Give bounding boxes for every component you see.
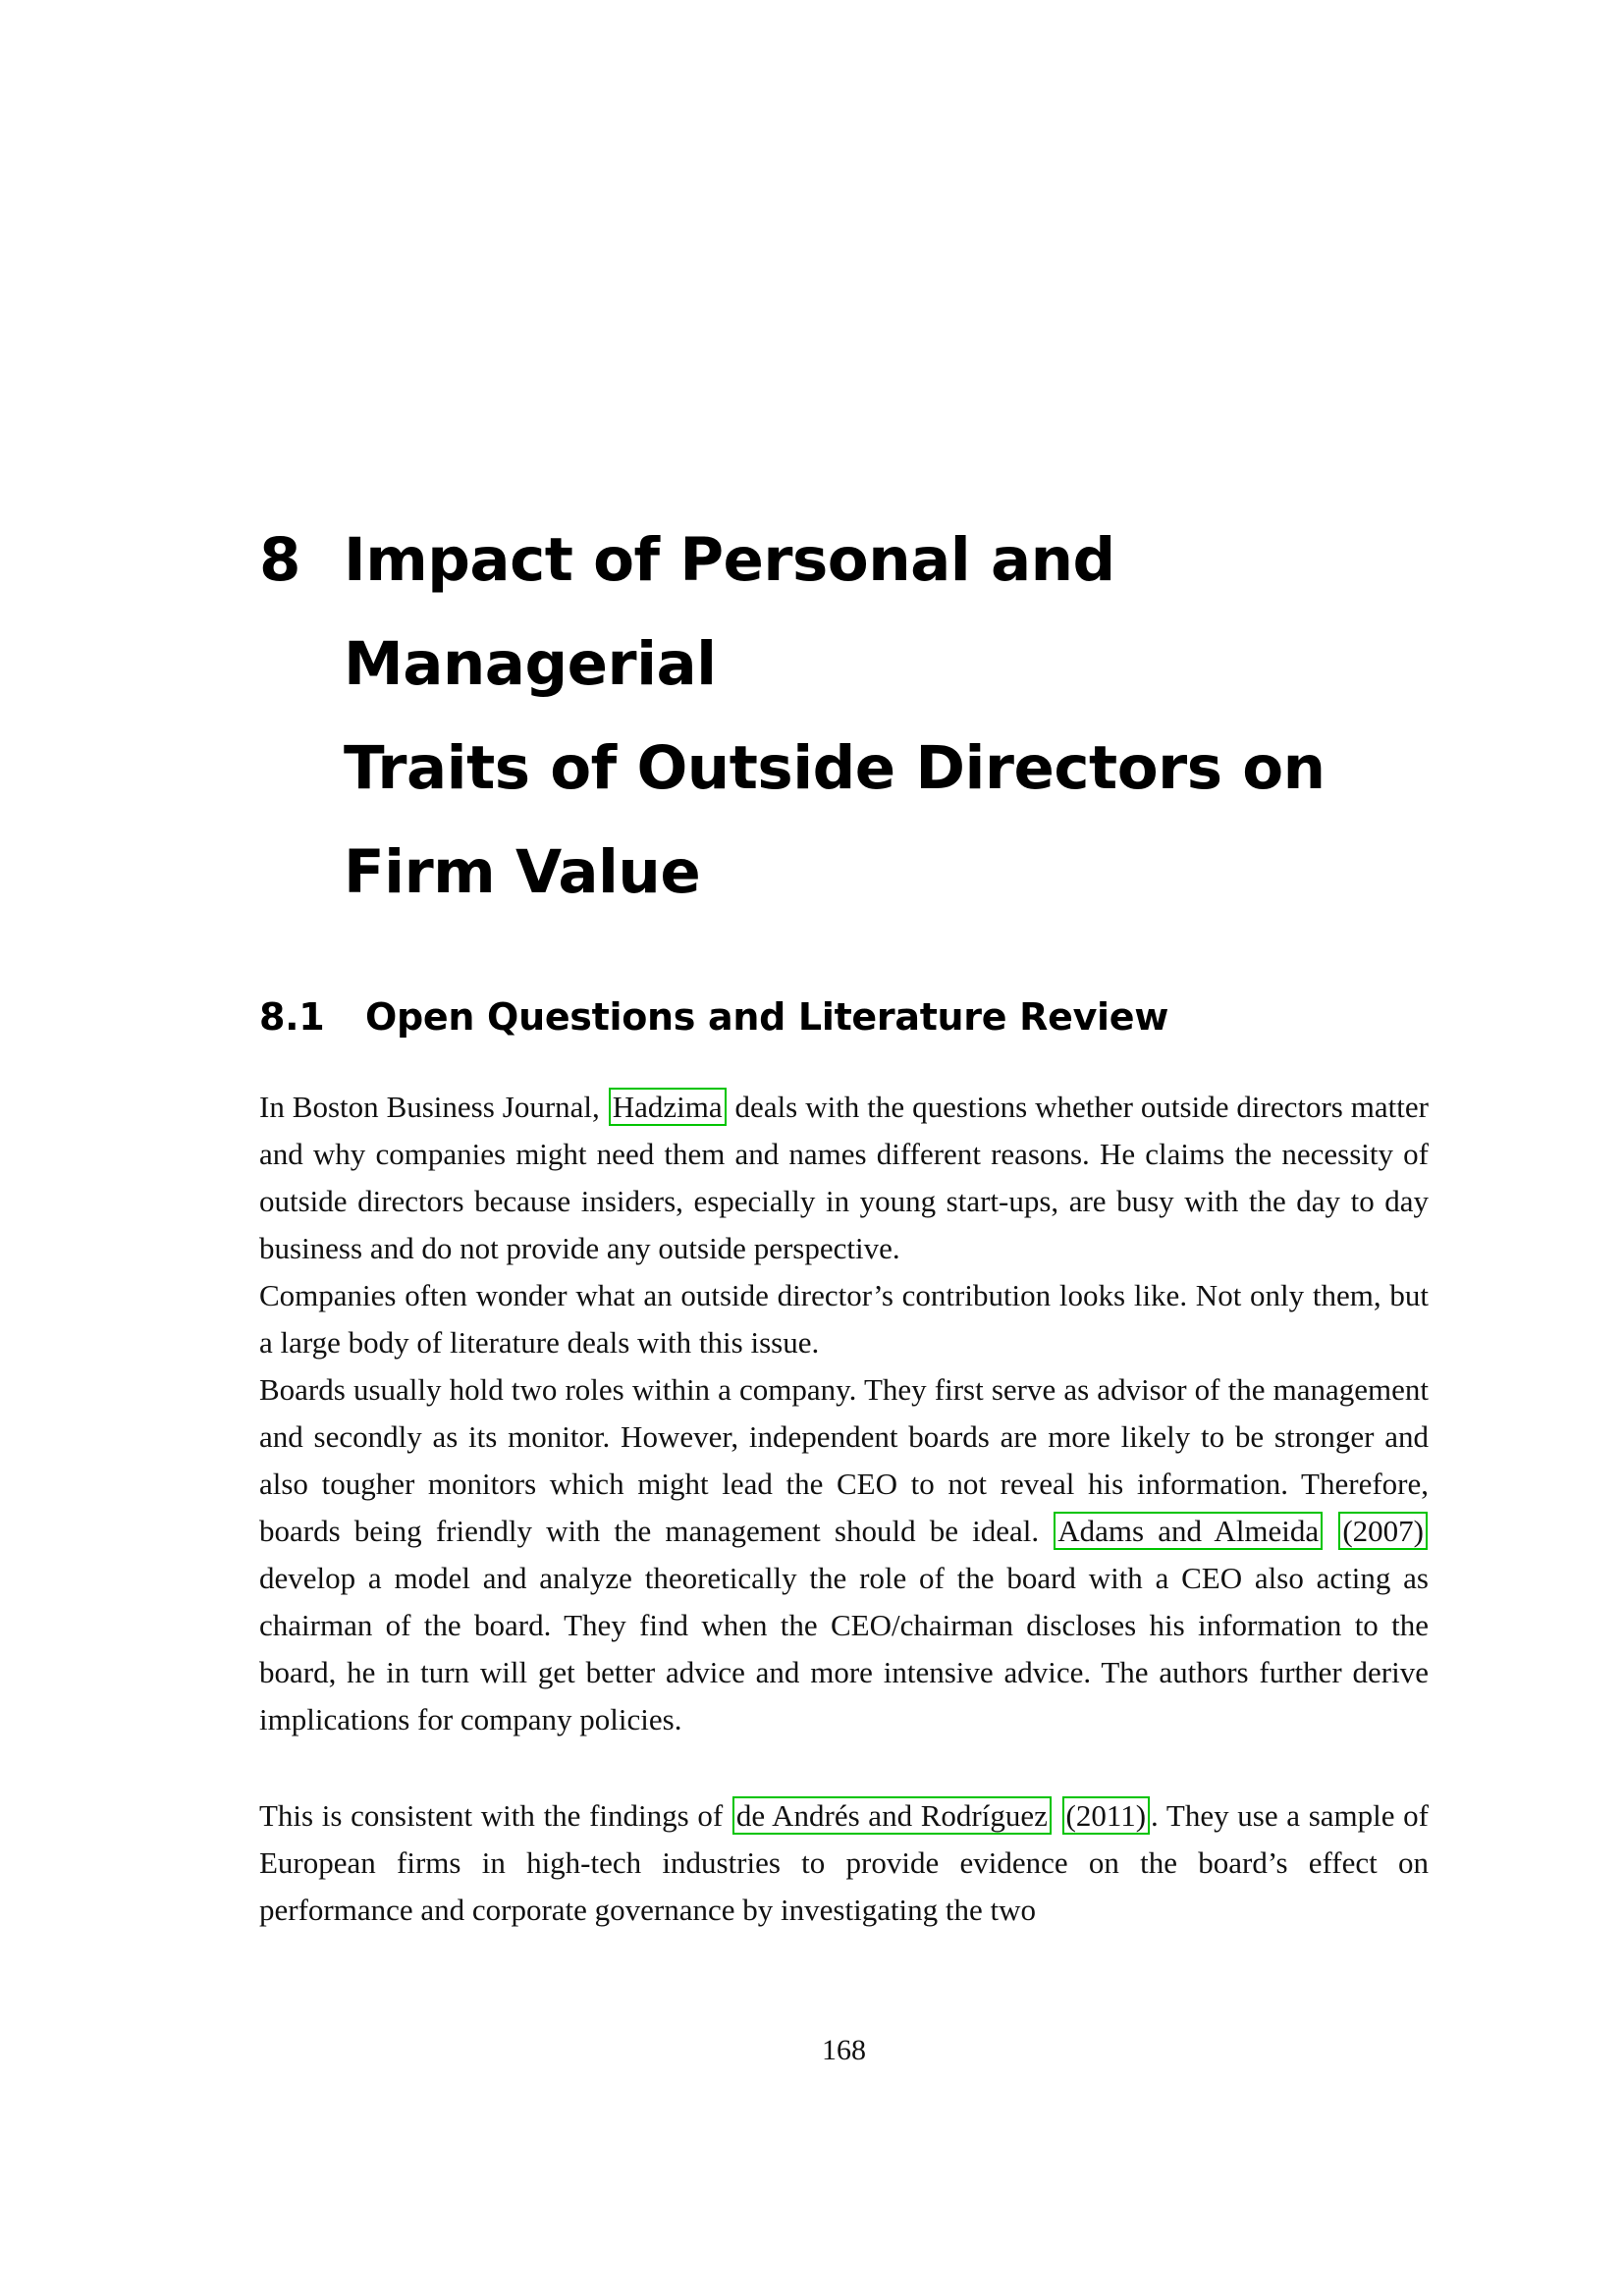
citation-link[interactable]: (2011) [1062,1796,1151,1835]
body-text [1053,1798,1061,1833]
body-text-block [259,1084,1429,1934]
body-text: deals with the questions whether outside directors matter and why companies might need them and names different reasons. He claims the necessity of outside directors because insiders, especially in young start-ups, are busy with the day to day business and do not provide any outside perspective. [259,1090,1429,1265]
section-title: Open Questions and Literature Review [365,995,1169,1039]
citation-link[interactable]: de Andrés and Rodríguez [732,1796,1052,1835]
page-number: 168 [822,2034,866,2066]
paragraph [259,1084,1429,1272]
body-text: develop a model and analyze theoretically the role of the board with a CEO also acting as chairman of the board. They find when the CEO/chairman discloses his information to the board, he in turn will get better advice and more intensive advice. The authors further derive implications for company policies. [259,1561,1429,1736]
body-text: This is consistent with the findings of [259,1798,731,1833]
body-text [1324,1514,1337,1548]
section-heading [259,993,1429,1041]
chapter-title-line: Impact of Personal and Managerial [344,525,1115,699]
body-text: Companies often wonder what an outside director’s contribution looks like. Not only them, but a large body of literature deals with this issue. [259,1278,1429,1360]
page-footer [259,2034,1429,2067]
citation-link[interactable]: Adams and Almeida [1054,1512,1323,1550]
section-number: 8.1 [259,995,325,1039]
body-text: In Boston Business Journal, [259,1090,608,1124]
citation-link[interactable]: (2007) [1338,1512,1428,1550]
paragraph [259,1792,1429,1934]
chapter-title-line: Traits of Outside Directors on [344,733,1326,803]
body-text: Boards usually hold two roles within a company. They first serve as advisor of the management and secondly as its monitor. However, independent boards are more likely to be stronger and also tougher monitors which might lead the CEO to not reveal his information. Therefore, boards being friendly with the management should be ideal. [259,1372,1429,1548]
chapter-number: 8 [259,525,300,595]
chapter-title [344,508,1429,925]
page-content [259,0,1429,1934]
chapter-title-line: Firm Value [344,837,701,907]
body-text: . They use a sample of European firms in high-tech industries to provide evidence on the board’s effect on performance and corporate governance by investigating the two [259,1798,1429,1927]
chapter-heading [259,508,1429,925]
paragraph [259,1366,1429,1743]
citation-link[interactable]: Hadzima [609,1088,727,1126]
paragraph [259,1272,1429,1366]
